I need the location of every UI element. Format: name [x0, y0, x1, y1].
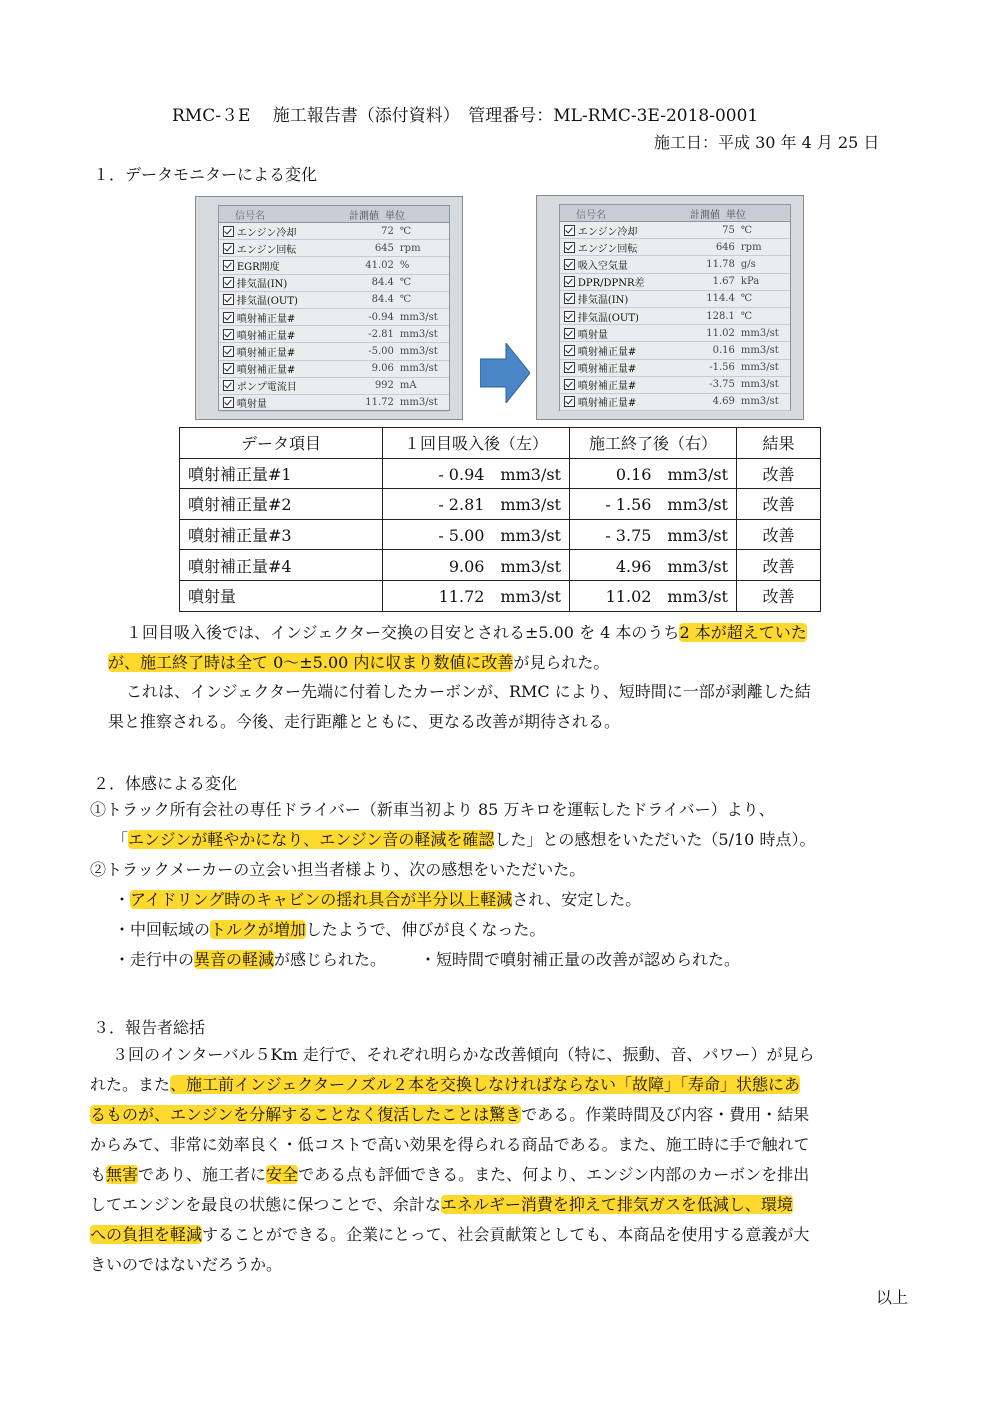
summary-text: である点も評価できる。また、何より、エンジン内部のカーボンを排出	[298, 1165, 810, 1184]
monitor-signal-name: 噴射補正量#	[577, 346, 637, 358]
monitor-header	[560, 205, 790, 222]
checkbox-icon	[223, 260, 234, 271]
monitor-signal-name: 噴射補正量#	[236, 330, 296, 342]
checkbox-icon	[223, 397, 234, 408]
summary-highlight: 安全	[266, 1165, 299, 1184]
checkbox-icon	[223, 329, 234, 340]
monitor-unit: mm3/st	[740, 362, 779, 374]
bullet-highlight: 異音の軽減	[194, 950, 275, 969]
cell-before: 11.72 mm3/st	[383, 580, 570, 611]
monitor-value: 646	[715, 241, 735, 253]
monitor-unit: kPa	[740, 276, 760, 288]
monitor-unit: mm3/st	[399, 328, 438, 340]
monitor-signal-name: 噴射量	[577, 329, 608, 341]
cell-result: 改善	[737, 489, 821, 520]
table-row	[180, 519, 821, 550]
monitor-value: 84.4	[371, 277, 394, 289]
summary-text: してエンジンを最良の状態に保つことで、余計な	[90, 1195, 441, 1214]
monitor-unit: mm3/st	[399, 345, 438, 357]
cell-before: - 5.00 mm3/st	[383, 519, 570, 550]
monitor-signal-name: 噴射補正量#	[236, 347, 296, 359]
monitor-signal-name: 噴射補正量#	[577, 398, 637, 410]
bullet-highlight: トルクが増加	[210, 920, 306, 939]
monitor-signal-name: 排気温(OUT)	[236, 296, 298, 308]
checkbox-icon	[564, 311, 575, 322]
monitor-unit: mm3/st	[399, 363, 438, 375]
monitor-unit: mA	[399, 380, 417, 392]
monitor-row	[219, 378, 449, 395]
monitor-signal-name: 噴射量	[236, 399, 267, 411]
summary-line: からみて、非常に効率良く・低コストで高い効果を得られる商品である。また、施工時に手で触れて	[90, 1135, 810, 1154]
summary-highlight: エネルギー消費を抑えて排気ガスを低減し、環境	[440, 1195, 793, 1214]
monitor-signal-name: 噴射補正量#	[577, 381, 637, 393]
monitor-value: -5.00	[368, 345, 394, 357]
cell-item: 噴射補正量#2	[180, 489, 383, 520]
monitor-header-name: 信号名	[576, 209, 606, 221]
monitor-unit: ℃	[740, 293, 753, 305]
construction-date: 施工日：平成 30 年 4 月 25 日	[654, 133, 880, 152]
bullet-text: が感じられた。	[274, 950, 387, 969]
document-title: RMC-３E 施工報告書（添付資料） 管理番号：ML-RMC-3E-2018-0001	[172, 106, 759, 126]
monitor-unit: mm3/st	[740, 327, 779, 339]
item1-text: 「	[112, 830, 129, 849]
section1-paragraph1	[108, 618, 918, 678]
monitor-signal-name: 排気温(IN)	[577, 295, 629, 307]
monitor-row	[560, 325, 790, 342]
monitor-photo-after	[536, 195, 804, 420]
monitor-value: -3.75	[709, 379, 735, 391]
checkbox-icon	[223, 294, 234, 305]
monitor-value: 11.72	[365, 397, 394, 409]
monitor-header-value: 計測値	[349, 210, 379, 222]
checkbox-icon	[564, 396, 575, 407]
summary-text: することができる。企業にとって、社会貢献策としても、本商品を使用する意義が大	[202, 1225, 810, 1244]
cell-item: 噴射補正量#3	[180, 519, 383, 550]
monitor-value: 11.02	[706, 327, 735, 339]
monitor-unit: mm3/st	[399, 311, 438, 323]
monitor-unit: mm3/st	[740, 344, 779, 356]
checkbox-icon	[223, 312, 234, 323]
monitor-signal-name: DPR/DPNR差	[577, 278, 645, 290]
section1-heading: １．データモニターによる変化	[93, 165, 318, 184]
monitor-value: 11.78	[706, 258, 735, 270]
bullet-text: され、安定した。	[512, 890, 642, 909]
monitor-signal-name: 排気温(OUT)	[577, 312, 639, 324]
cell-after: 4.96 mm3/st	[570, 550, 737, 581]
monitor-value: -2.81	[368, 328, 394, 340]
monitor-row	[560, 342, 790, 359]
checkbox-icon	[564, 276, 575, 287]
monitor-unit: ℃	[399, 225, 412, 237]
p1-text: １回目吸入後では、インジェクター交換の目安とされる±5.00 を 4 本のうち	[126, 623, 680, 642]
monitor-table-after	[559, 204, 791, 411]
monitor-header	[219, 206, 449, 223]
monitor-signal-name: 噴射補正量#	[577, 364, 637, 376]
summary-text: である。作業時間及び内容・費用・結果	[521, 1105, 810, 1124]
summary-highlight: るものが、エンジンを分解することなく復活したことは驚き	[90, 1105, 522, 1124]
monitor-row	[219, 292, 449, 309]
monitor-row	[560, 239, 790, 256]
monitor-row	[560, 274, 790, 291]
bullet-text: ・短時間で噴射補正量の改善が認められた。	[420, 950, 741, 969]
monitor-row	[219, 343, 449, 360]
summary-highlight: 無害	[106, 1165, 139, 1184]
cell-result: 改善	[737, 550, 821, 581]
summary-text: も	[90, 1165, 107, 1184]
col-header-before: １回目吸入後（左）	[383, 428, 570, 459]
p2-line: これは、インジェクター先端に付着したカーボンが、RMC により、短時間に一部が剥離した結	[126, 682, 811, 701]
monitor-row	[560, 377, 790, 394]
table-row	[180, 550, 821, 581]
monitor-value: -1.56	[709, 362, 735, 374]
cell-result: 改善	[737, 519, 821, 550]
checkbox-icon	[564, 242, 575, 253]
monitor-row	[219, 326, 449, 343]
monitor-header-unit: 単位	[385, 210, 405, 222]
bullet-text: したようで、伸びが良くなった。	[305, 920, 546, 939]
closing-text: 以上	[875, 1288, 908, 1307]
monitor-row	[219, 257, 449, 274]
monitor-row	[219, 223, 449, 240]
section1-paragraph2	[108, 677, 918, 737]
monitor-unit: rpm	[399, 242, 421, 254]
section2-heading: ２．体感による変化	[93, 774, 238, 793]
checkbox-icon	[223, 380, 234, 391]
bullet-text: ・走行中の	[114, 950, 195, 969]
monitor-row	[560, 394, 790, 411]
cell-item: 噴射補正量#1	[180, 458, 383, 489]
monitor-table-before	[218, 205, 450, 411]
section2-body	[90, 795, 920, 975]
monitor-photo-before	[195, 196, 463, 420]
p1-highlight: が、施工終了時は全て 0～±5.00 内に収まり数値に改善	[108, 653, 514, 672]
monitor-signal-name: エンジン冷却	[236, 227, 297, 239]
col-header-after: 施工終了後（右）	[570, 428, 737, 459]
item1-text: した」との感想をいただいた（5/10 時点）。	[494, 830, 816, 849]
bullet-highlight: アイドリング時のキャビンの揺れ具合が半分以上軽減	[130, 890, 513, 909]
monitor-signal-name: 吸入空気量	[577, 260, 628, 272]
summary-line: きいのではないだろうか。	[90, 1255, 283, 1274]
cell-after: - 1.56 mm3/st	[570, 489, 737, 520]
checkbox-icon	[223, 277, 234, 288]
table-row	[180, 580, 821, 611]
cell-item: 噴射量	[180, 580, 383, 611]
monitor-row	[560, 222, 790, 239]
section3-heading: ３．報告者総括	[93, 1018, 206, 1037]
monitor-row	[560, 291, 790, 308]
arrow-right-icon	[480, 343, 530, 403]
col-header-result: 結果	[737, 428, 821, 459]
p2-line: 果と推察される。今後、走行距離とともに、更なる改善が期待される。	[108, 712, 621, 731]
monitor-row	[219, 309, 449, 326]
monitor-unit: g/s	[740, 258, 756, 270]
monitor-signal-name: 排気温(IN)	[236, 279, 288, 291]
checkbox-icon	[223, 243, 234, 254]
monitor-row	[219, 275, 449, 292]
checkbox-icon	[564, 328, 575, 339]
p1-text: が見られた。	[513, 653, 610, 672]
monitor-value: 1.67	[712, 276, 735, 288]
table-row	[180, 458, 821, 489]
checkbox-icon	[223, 226, 234, 237]
monitor-value: 72	[381, 225, 394, 237]
cell-after: 11.02 mm3/st	[570, 580, 737, 611]
item2-line: ②トラックメーカーの立会い担当者様より、次の感想をいただいた。	[90, 860, 586, 879]
summary-text: れた。また	[90, 1075, 171, 1094]
monitor-unit: rpm	[740, 241, 762, 253]
checkbox-icon	[564, 379, 575, 390]
cell-result: 改善	[737, 458, 821, 489]
monitor-value: 4.69	[712, 396, 735, 408]
monitor-unit: ℃	[740, 310, 753, 322]
monitor-unit: ℃	[399, 294, 412, 306]
monitor-signal-name: エンジン回転	[577, 243, 638, 255]
checkbox-icon	[564, 259, 575, 270]
monitor-signal-name: EGR開度	[236, 261, 280, 273]
monitor-value: 992	[374, 380, 394, 392]
monitor-value: 9.06	[371, 363, 394, 375]
summary-text: であり、施工者に	[138, 1165, 267, 1184]
col-header-item: データ項目	[180, 428, 383, 459]
checkbox-icon	[223, 346, 234, 357]
monitor-unit: mm3/st	[740, 396, 779, 408]
monitor-unit: mm3/st	[740, 379, 779, 391]
checkbox-icon	[223, 363, 234, 374]
cell-before: 9.06 mm3/st	[383, 550, 570, 581]
monitor-signal-name: エンジン回転	[236, 244, 297, 256]
cell-before: - 0.94 mm3/st	[383, 458, 570, 489]
checkbox-icon	[564, 345, 575, 356]
item1-highlight: エンジンが軽やかになり、エンジン音の軽減を確認	[128, 830, 495, 849]
monitor-signal-name: エンジン冷却	[577, 226, 638, 238]
cell-before: - 2.81 mm3/st	[383, 489, 570, 520]
cell-after: - 3.75 mm3/st	[570, 519, 737, 550]
summary-highlight: 、施工前インジェクターノズル２本を交換しなければならない「故障」「寿命」状態にあ	[170, 1075, 801, 1094]
monitor-signal-name: ポンプ電流目	[236, 382, 297, 394]
cell-item: 噴射補正量#4	[180, 550, 383, 581]
monitor-value: 114.4	[706, 293, 735, 305]
item1-line: ①トラック所有会社の専任ドライバー（新車当初より 85 万キロを運転したドライバー）より、	[90, 800, 775, 819]
bullet-text: ・	[114, 890, 131, 909]
monitor-signal-name: 噴射補正量#	[236, 313, 296, 325]
table-header-row	[180, 428, 821, 459]
monitor-value: 75	[722, 224, 735, 236]
monitor-value: 41.02	[365, 259, 394, 271]
summary-line: ３回のインターバル５Km 走行で、それぞれ明らかな改善傾向（特に、振動、音、パワー）が見ら	[112, 1045, 815, 1064]
monitor-unit: ℃	[740, 224, 753, 236]
monitor-value: 84.4	[371, 294, 394, 306]
monitor-row	[219, 395, 449, 412]
monitor-row	[219, 361, 449, 378]
checkbox-icon	[564, 225, 575, 236]
monitor-unit: mm3/st	[399, 397, 438, 409]
checkbox-icon	[564, 293, 575, 304]
p1-highlight: 2 本が超えていた	[679, 623, 807, 642]
bullet-text: ・中回転域の	[114, 920, 211, 939]
monitor-value: 128.1	[706, 310, 735, 322]
section3-body	[90, 1040, 918, 1280]
cell-result: 改善	[737, 580, 821, 611]
monitor-row	[560, 256, 790, 273]
checkbox-icon	[564, 362, 575, 373]
cell-after: 0.16 mm3/st	[570, 458, 737, 489]
monitor-header-value: 計測値	[690, 209, 720, 221]
comparison-table	[179, 427, 821, 612]
monitor-header-unit: 単位	[726, 209, 746, 221]
monitor-header-name: 信号名	[235, 210, 265, 222]
monitor-value: 645	[374, 242, 394, 254]
table-row	[180, 489, 821, 520]
monitor-row	[219, 240, 449, 257]
monitor-row	[560, 360, 790, 377]
monitor-unit: ℃	[399, 277, 412, 289]
summary-highlight: への負担を軽減	[90, 1225, 203, 1244]
monitor-value: 0.16	[712, 344, 735, 356]
monitor-signal-name: 噴射補正量#	[236, 365, 296, 377]
monitor-value: -0.94	[368, 311, 394, 323]
monitor-unit: %	[399, 259, 410, 271]
monitor-row	[560, 308, 790, 325]
